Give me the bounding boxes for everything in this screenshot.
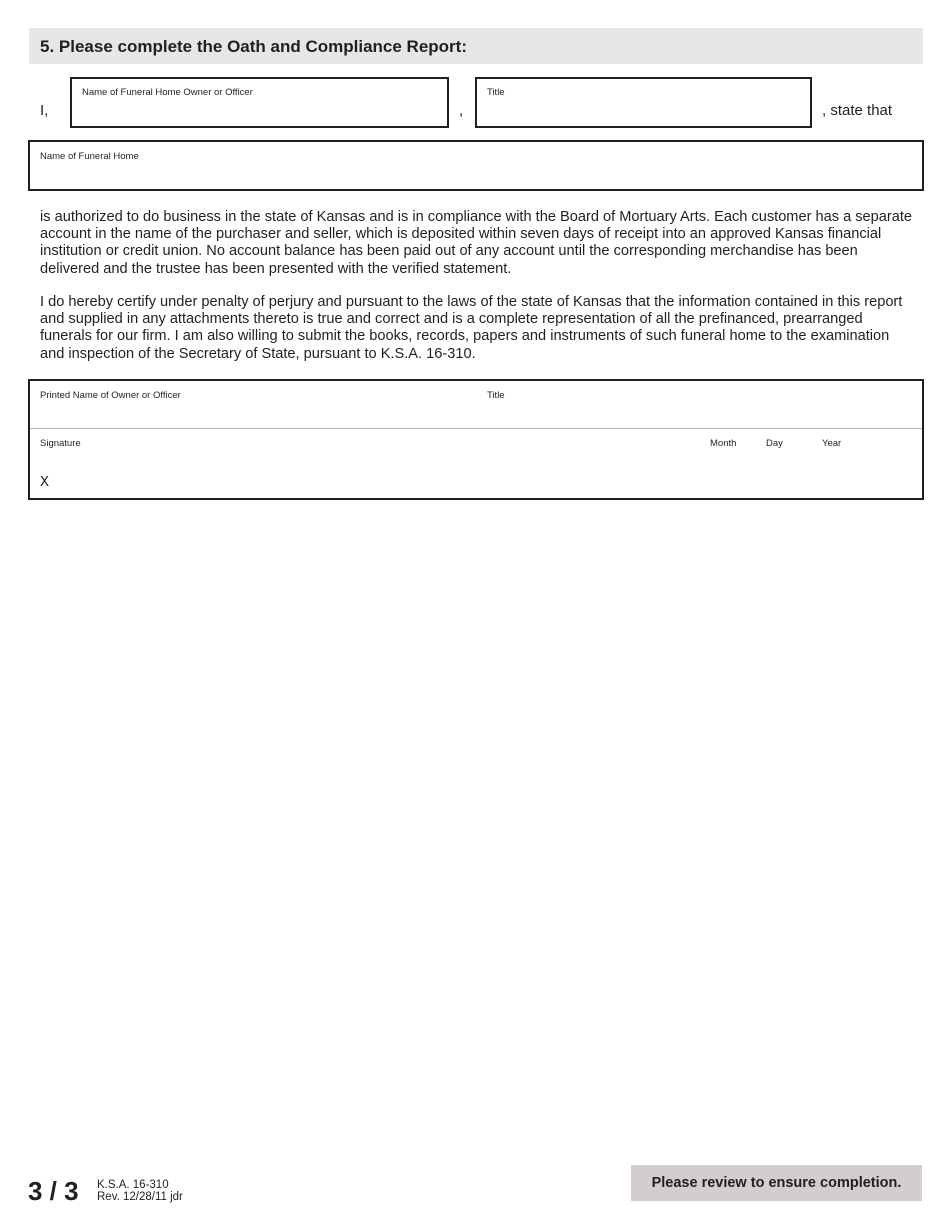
oath-suffix: , state that [822, 102, 893, 119]
signature-x-mark: X [40, 474, 50, 491]
oath-prefix: I, [40, 102, 49, 119]
printed-name-field-label: Printed Name of Owner or Officer [40, 390, 181, 401]
owner-name-field[interactable] [70, 77, 449, 128]
footer-revision: Rev. 12/28/11 jdr [97, 1191, 183, 1203]
compliance-paragraph: is authorized to do business in the state of Kansas and is in compliance with the Board of Mortuary Arts. Each customer has a separate account in the name of the purchaser and seller, which is deposited within seven days of receipt into an approved Kansas financial institution or credit union. No account balance has been paid out of any account until the corresponding merchandise has been delivered and the trustee has been presented with the verified statement. [40, 209, 913, 277]
signer-title-field[interactable] [476, 381, 922, 428]
owner-name-field-label: Name of Funeral Home Owner or Officer [82, 87, 253, 98]
signer-title-field-label: Title [487, 390, 505, 401]
section-heading: 5. Please complete the Oath and Compliance Report: [29, 28, 923, 64]
month-field-label: Month [710, 438, 737, 449]
day-field[interactable] [756, 429, 812, 498]
year-field[interactable] [812, 429, 922, 498]
day-field-label: Day [766, 438, 783, 449]
signature-field-label: Signature [40, 438, 81, 449]
year-field-label: Year [822, 438, 842, 449]
oath-separator: , [459, 102, 464, 119]
footer-statute: K.S.A. 16-310 [97, 1179, 169, 1191]
review-notice: Please review to ensure completion. [631, 1165, 922, 1201]
funeral-home-name-field[interactable] [28, 140, 924, 191]
month-field[interactable] [700, 429, 756, 498]
signature-field[interactable] [30, 429, 698, 498]
page-number: 3 / 3 [28, 1176, 79, 1206]
owner-title-field[interactable] [475, 77, 812, 128]
certification-paragraph: I do hereby certify under penalty of perjury and pursuant to the laws of the state of Kansas that the information contained in this report and supplied in any attachments thereto is true and correct and is a complete representation of all the prefinanced, prearranged funerals for our firm. I am also willing to submit the books, records, papers and instruments of such funeral home to the examination and inspection of the Secretary of State, pursuant to K.S.A. 16-310. [40, 294, 903, 362]
funeral-home-name-field-label: Name of Funeral Home [40, 151, 139, 162]
printed-name-field[interactable] [30, 381, 476, 428]
owner-title-field-label: Title [487, 87, 505, 98]
